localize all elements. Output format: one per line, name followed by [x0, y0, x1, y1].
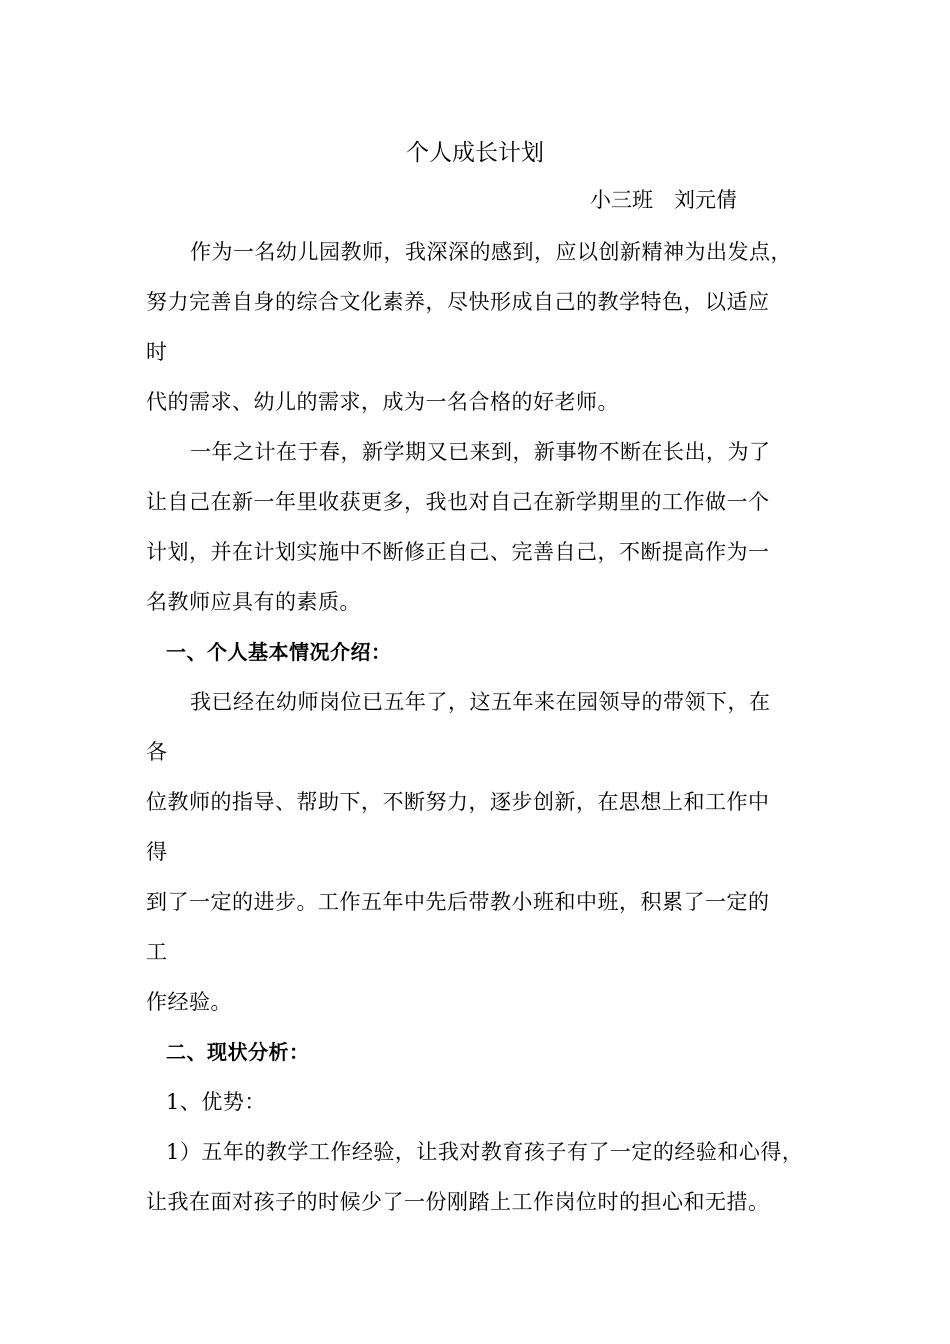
author-line: 小三班 刘元倩: [590, 188, 737, 212]
paragraph-line: 作为一名幼儿园教师，我深深的感到，应以创新精神为出发点，: [190, 240, 792, 264]
paragraph-line: 计划，并在计划实施中不断修正自己、完善自己，不断提高作为一: [146, 540, 770, 564]
paragraph-line: 工: [146, 940, 168, 964]
paragraph-line: 时: [146, 340, 168, 364]
paragraph-line: 让我在面对孩子的时候少了一份刚踏上工作岗位时的担心和无措。: [146, 1190, 770, 1214]
paragraph-line: 让自己在新一年里收获更多，我也对自己在新学期里的工作做一个: [146, 490, 770, 514]
list-item: 1）五年的教学工作经验，让我对教育孩子有了一定的经验和心得，: [166, 1140, 804, 1164]
paragraph-line: 一年之计在于春，新学期又已来到，新事物不断在长出，为了: [190, 440, 771, 464]
paragraph-line: 得: [146, 840, 168, 864]
paragraph-line: 代的需求、幼儿的需求，成为一名合格的好老师。: [146, 390, 619, 414]
paragraph-line: 到了一定的进步。工作五年中先后带教小班和中班，积累了一定的: [146, 890, 770, 914]
paragraph-line: 位教师的指导、帮助下，不断努力，逐步创新，在思想上和工作中: [146, 790, 770, 814]
section-heading: 二、现状分析：: [166, 1040, 310, 1064]
paragraph-line: 各: [146, 740, 168, 764]
paragraph-line: 努力完善自身的综合文化素养，尽快形成自己的教学特色，以适应: [146, 290, 770, 314]
paragraph-line: 作经验。: [146, 990, 232, 1014]
paragraph-line: 名教师应具有的素质。: [146, 590, 361, 614]
paragraph-line: 我已经在幼师岗位已五年了，这五年来在园领导的带领下，在: [190, 690, 771, 714]
list-heading: 1、优势：: [166, 1090, 266, 1114]
section-heading: 一、个人基本情况介绍：: [166, 640, 392, 664]
document-title: 个人成长计划: [406, 140, 544, 166]
